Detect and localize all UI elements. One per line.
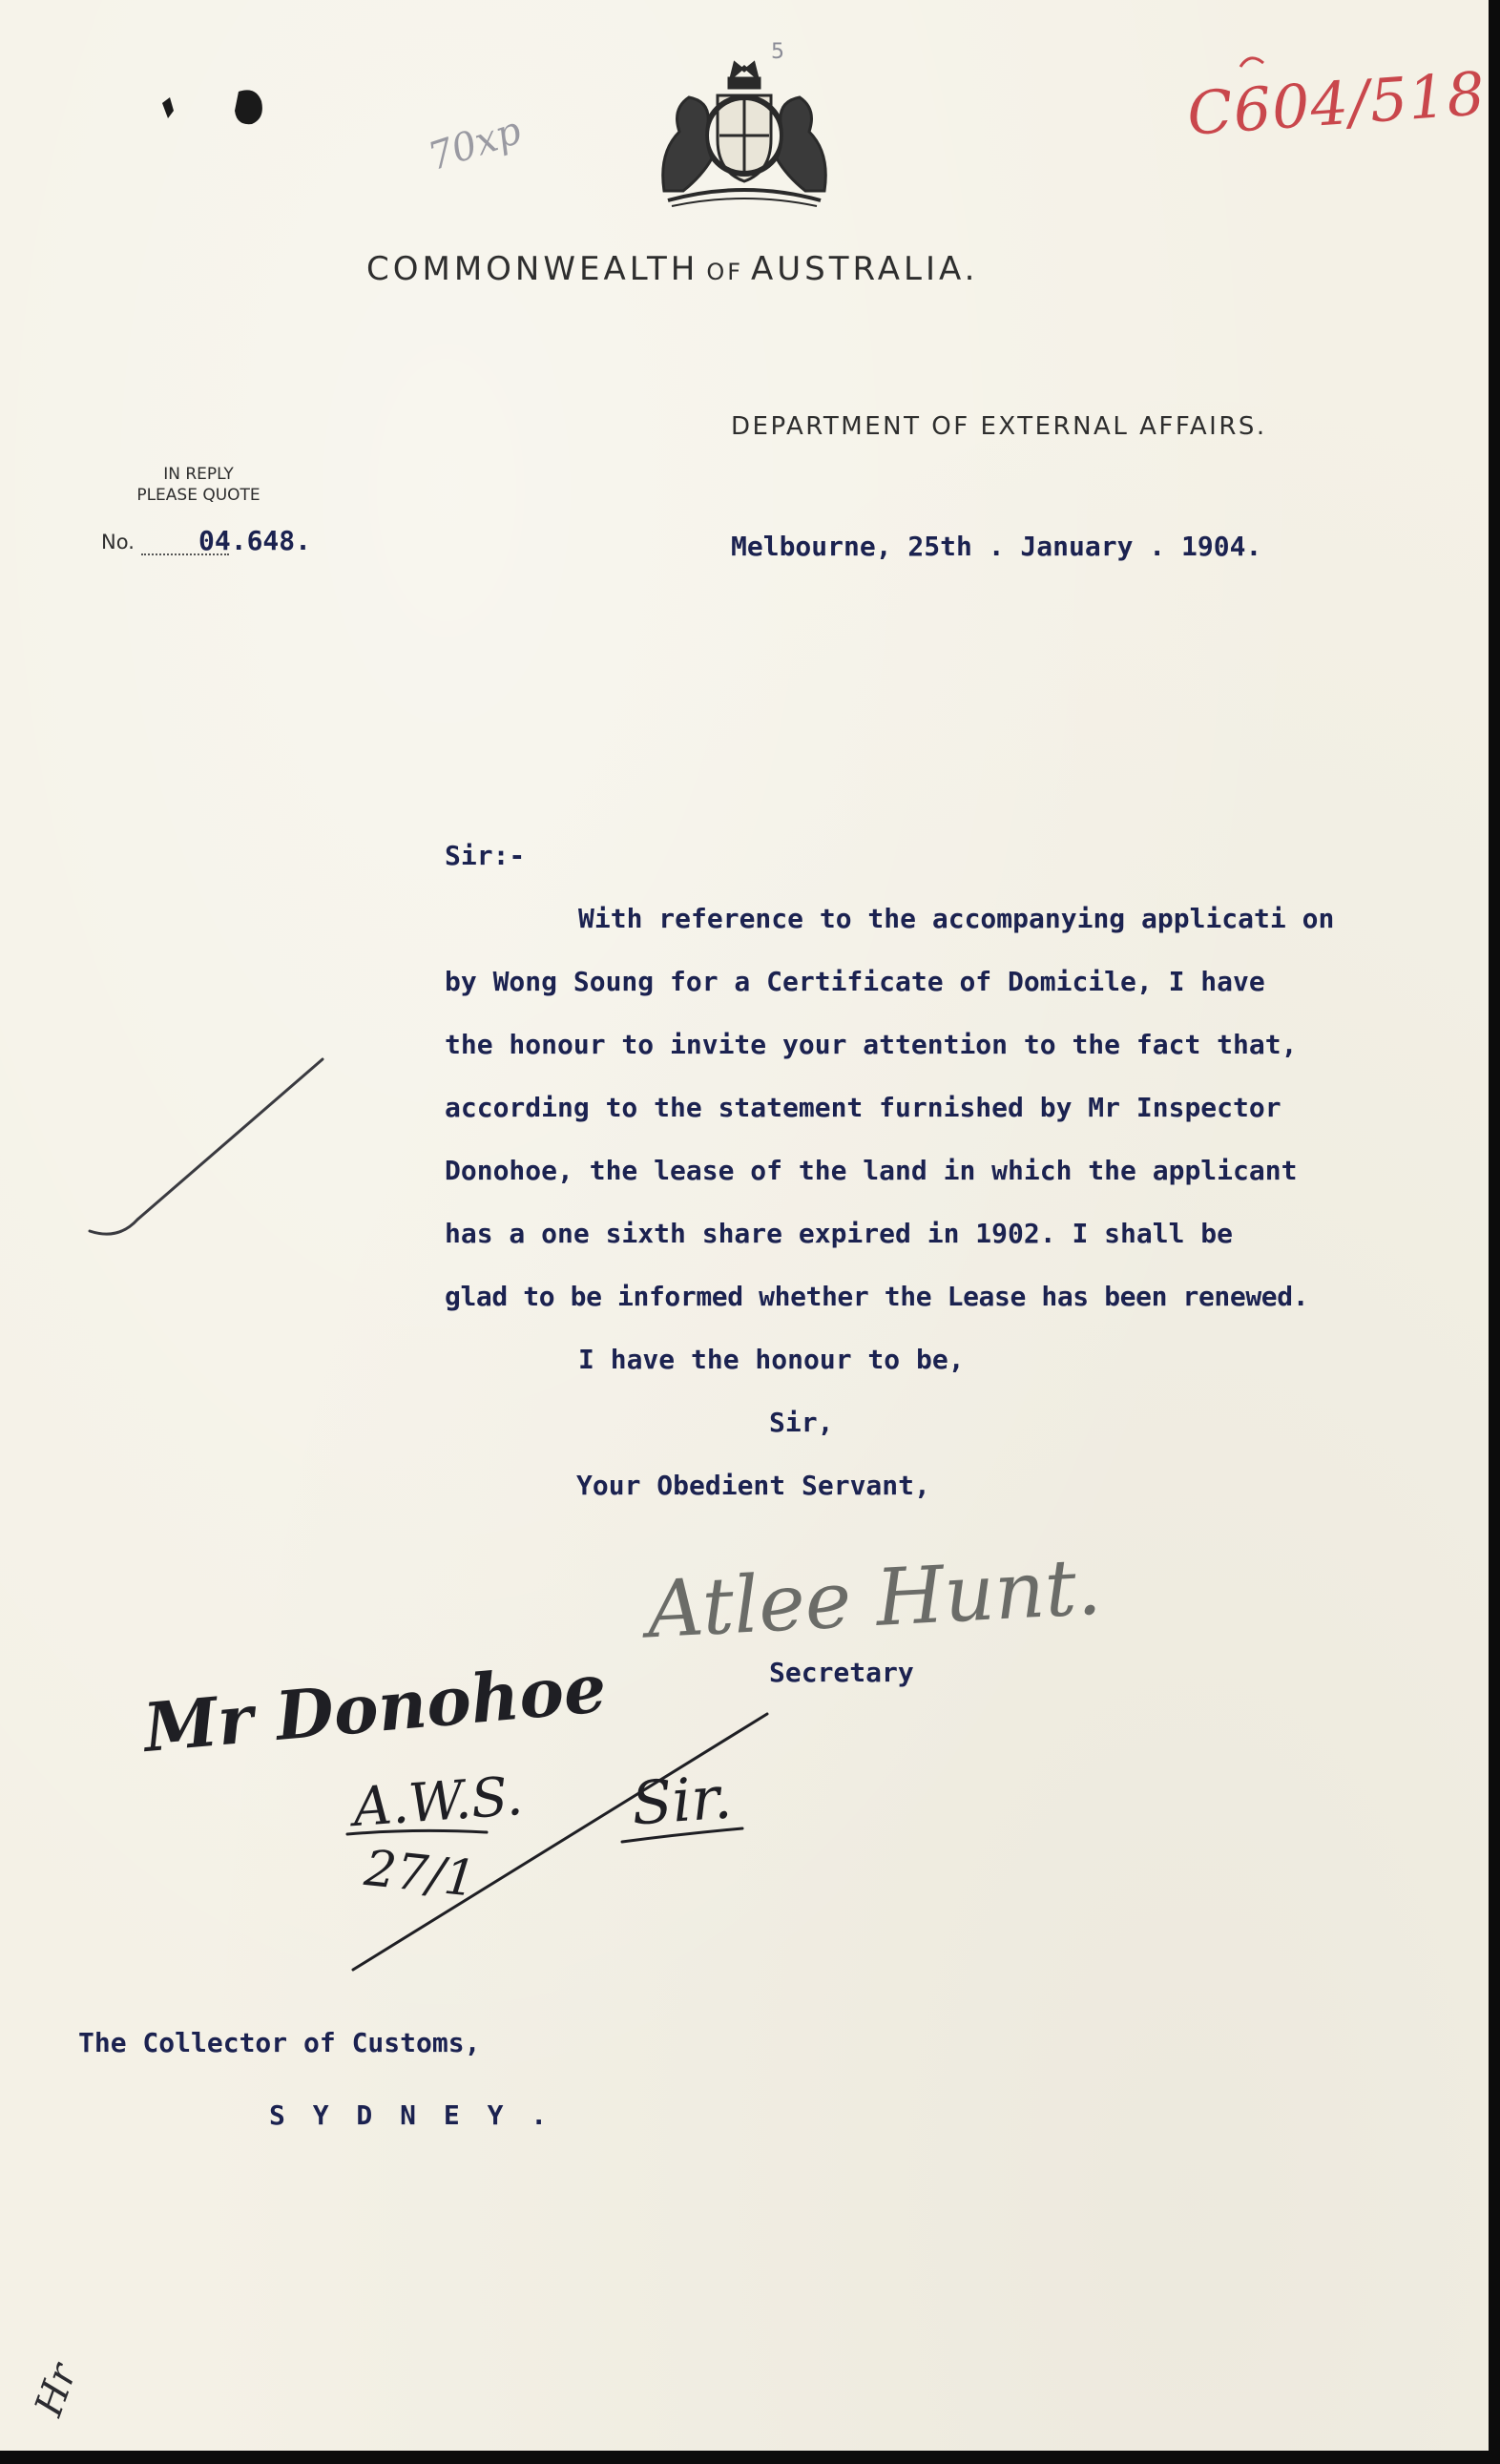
body-line: has a one sixth share expired in 1902. I shall be	[445, 1218, 1234, 1249]
handwritten-sir: Sir.	[629, 1762, 735, 1839]
punch-hole-mark	[235, 90, 262, 124]
diagonal-pen-stroke	[350, 1714, 767, 1970]
closing-sir: Sir,	[769, 1407, 834, 1438]
corner-initials: Hr	[27, 2358, 86, 2422]
royal-coat-of-arms-icon	[630, 57, 859, 210]
body-line: glad to be informed whether the Lease has been renewed.	[445, 1281, 1309, 1312]
reply-instruction	[122, 464, 275, 506]
letterhead-title	[366, 250, 978, 288]
pencil-notation: 70xp	[423, 108, 527, 180]
letterhead-of: OF	[706, 259, 744, 285]
pencil-number: 5	[771, 40, 784, 64]
salutation: Sir:-	[445, 840, 526, 871]
letterhead-commonwealth: COMMONWEALTH	[366, 250, 699, 288]
reference-number: 04.648.	[198, 525, 312, 556]
handwritten-date: 27/1	[362, 1840, 479, 1909]
body-line: by Wong Soung for a Certificate of Domicile, I have	[445, 966, 1265, 997]
body-line: the honour to invite your attention to the fact that,	[445, 1029, 1298, 1060]
red-ref-flourish	[1240, 58, 1263, 67]
body-line: With reference to the accompanying applicati on	[578, 903, 1335, 934]
letterhead-australia: AUSTRALIA.	[751, 250, 979, 288]
closing-line: I have the honour to be,	[578, 1344, 965, 1375]
body-line: Donohoe, the lease of the land in which the applicant	[445, 1155, 1298, 1186]
reference-no-label: No.	[101, 531, 135, 553]
signatory-title: Secretary	[769, 1657, 914, 1688]
punch-hole-mark	[162, 97, 174, 118]
letterhead-department: DEPARTMENT OF EXTERNAL AFFAIRS.	[731, 412, 1267, 441]
addressee-line: The Collector of Customs,	[78, 2027, 481, 2058]
closing-servant: Your Obedient Servant,	[576, 1470, 930, 1501]
reply-line-2: PLEASE QUOTE	[136, 486, 260, 505]
addressee-city: S Y D N E Y .	[269, 2099, 548, 2131]
margin-tick-mark	[90, 1059, 323, 1234]
handwritten-initials: A.W.S.	[350, 1764, 526, 1840]
date-line: Melbourne, 25th . January . 1904.	[731, 531, 1262, 562]
secretary-signature: Atlee Hunt.	[644, 1541, 1104, 1657]
handwritten-name: Mr Donohoe	[140, 1647, 610, 1768]
reply-line-1: IN REPLY	[163, 465, 234, 484]
red-file-reference: C604/518	[1184, 58, 1489, 149]
body-line: according to the statement furnished by Mr Inspector	[445, 1092, 1281, 1123]
